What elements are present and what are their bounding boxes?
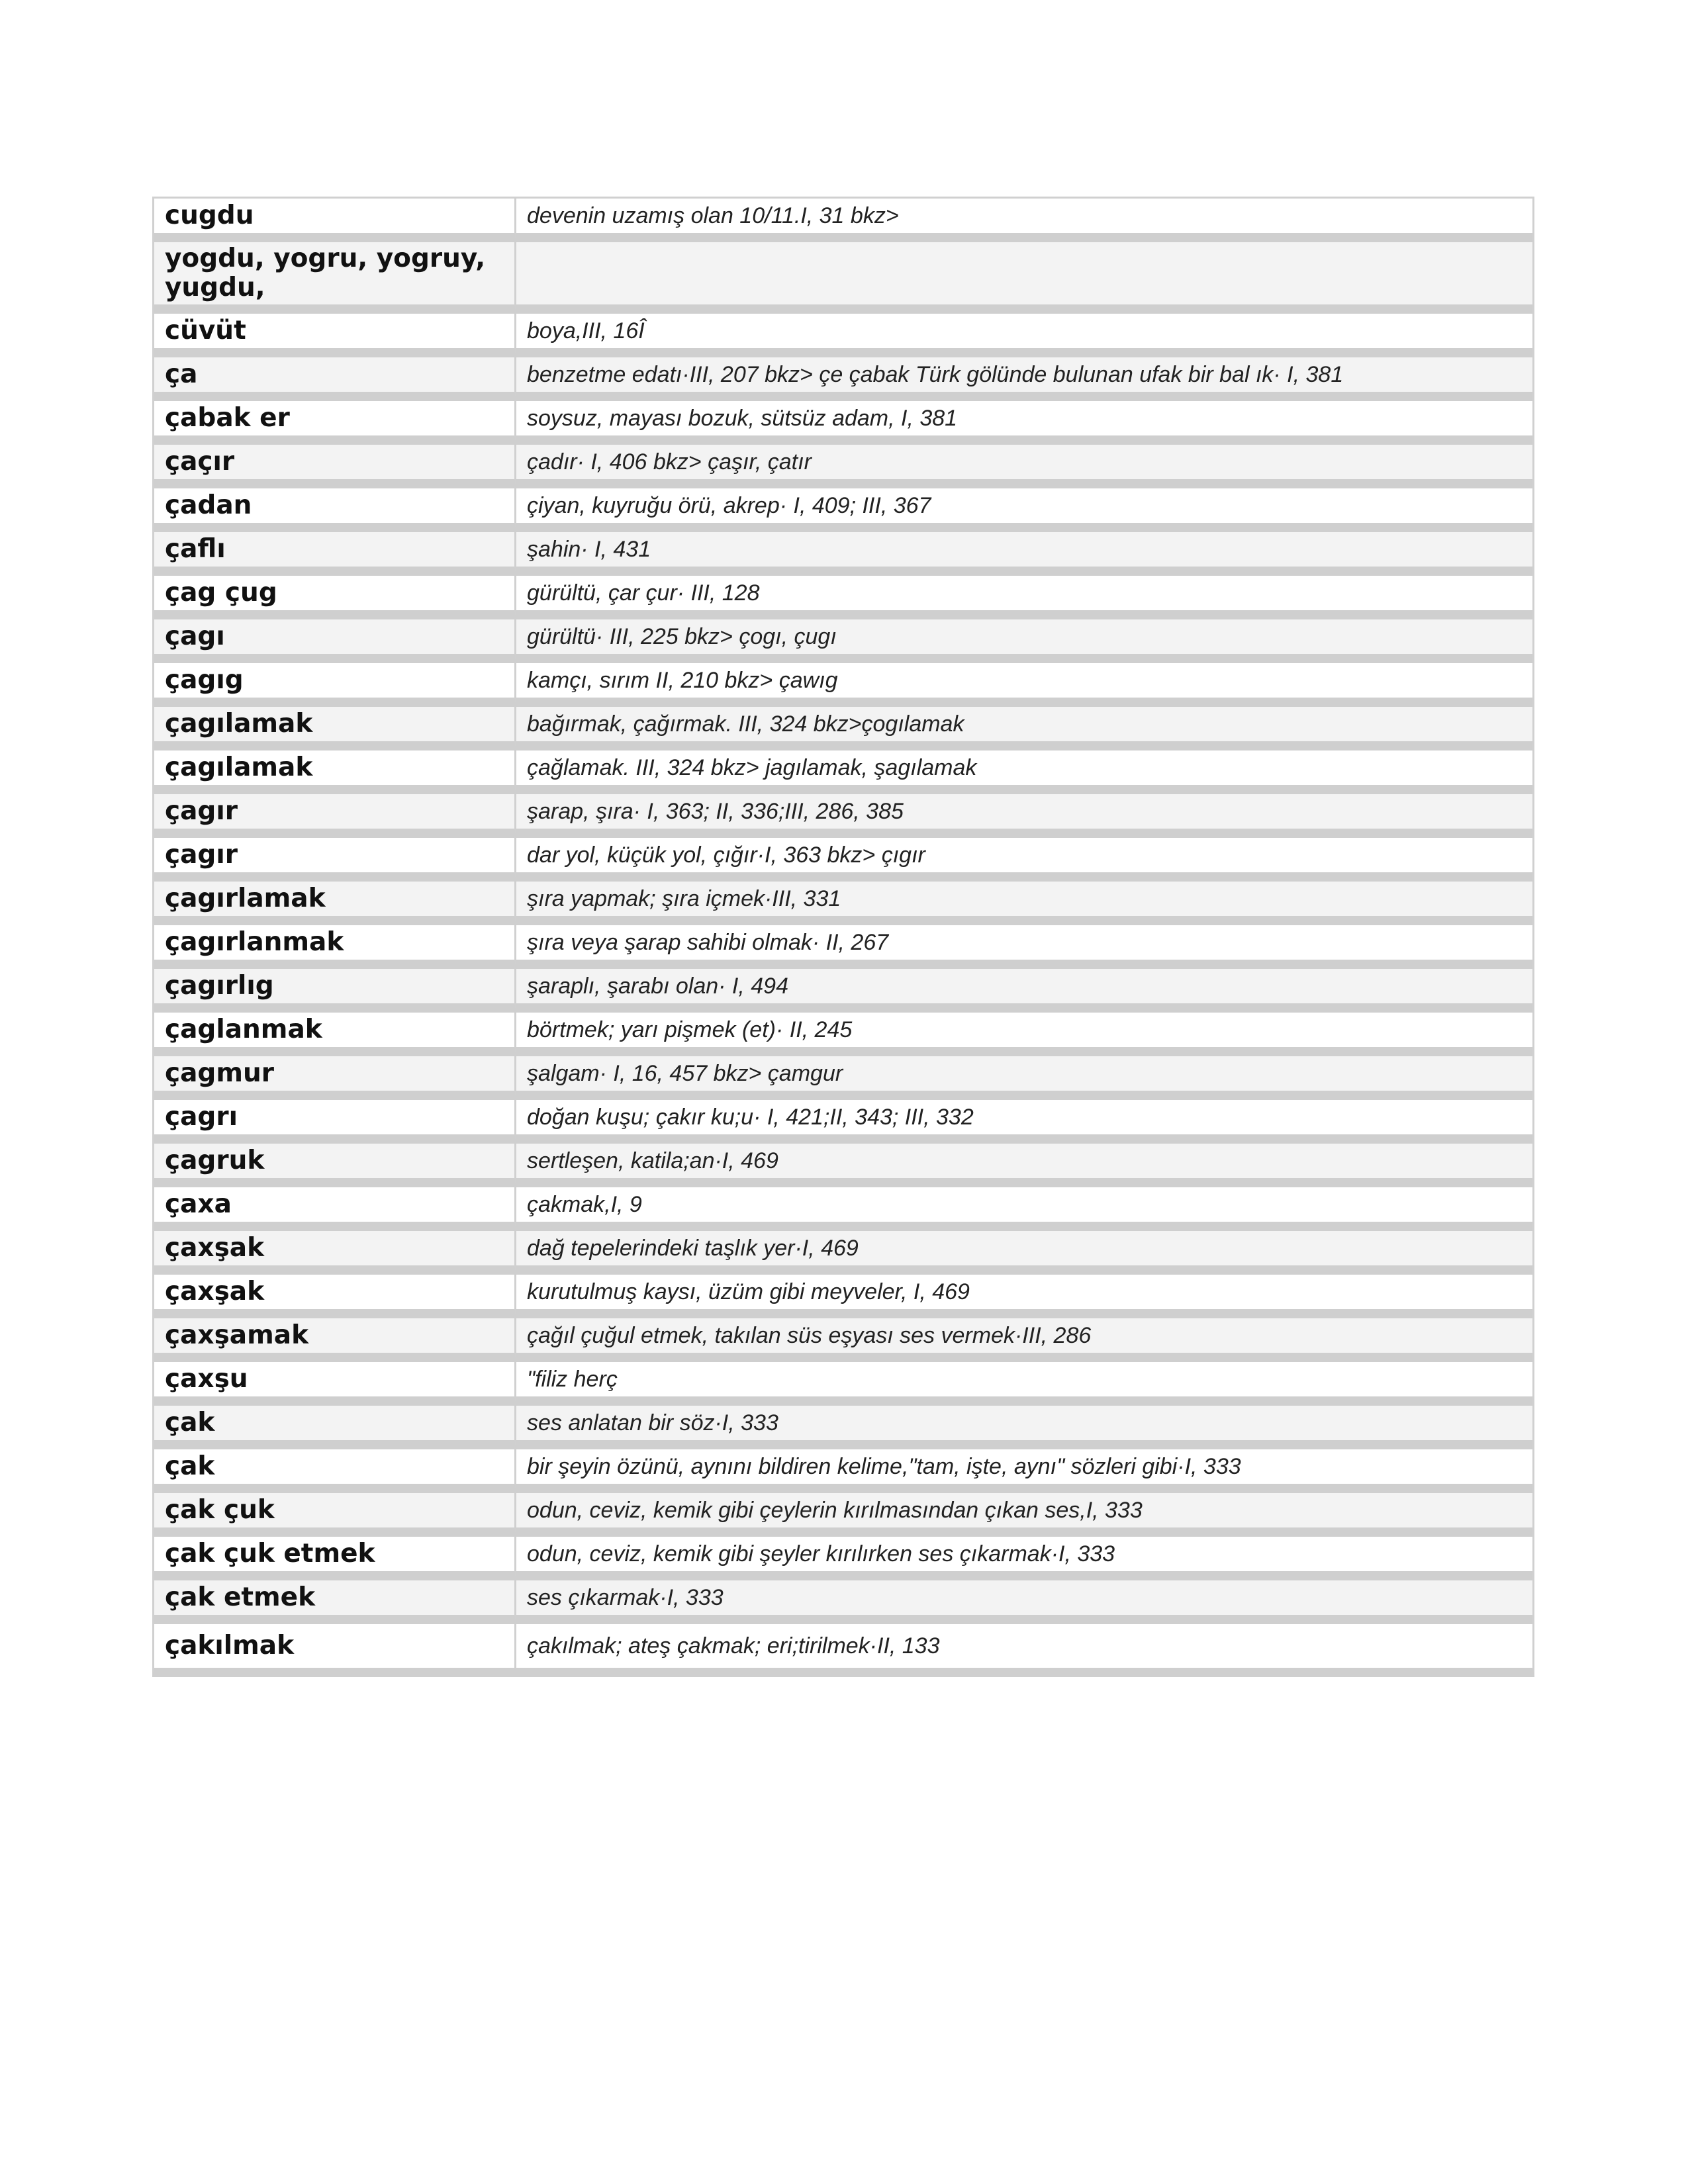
term-cell: çaxşamak xyxy=(154,1318,516,1362)
glossary-row xyxy=(154,199,1532,242)
definition-cell: devenin uzamış olan 10/11.I, 31 bkz> xyxy=(516,199,1532,242)
glossary-row xyxy=(154,1144,1532,1187)
term-cell: çagırlamak xyxy=(154,882,516,925)
definition-cell: sertleşen, katila;an·I, 469 xyxy=(516,1144,1532,1187)
term-cell: çaflı xyxy=(154,532,516,576)
definition-cell: şalgam· I, 16, 457 bkz> çamgur xyxy=(516,1056,1532,1100)
definition-cell: kamçı, sırım II, 210 bkz> çawıg xyxy=(516,663,1532,707)
definition-cell: çakmak,I, 9 xyxy=(516,1187,1532,1231)
term-cell: çagmur xyxy=(154,1056,516,1100)
definition-cell: ses anlatan bir söz·I, 333 xyxy=(516,1406,1532,1449)
glossary-row xyxy=(154,1056,1532,1100)
definition-cell: kurutulmuş kaysı, üzüm gibi meyveler, I, 469 xyxy=(516,1275,1532,1318)
glossary-row xyxy=(154,707,1532,751)
glossary-row xyxy=(154,1362,1532,1406)
glossary-row xyxy=(154,1493,1532,1537)
term-cell: çagruk xyxy=(154,1144,516,1187)
definition-cell: bir şeyin özünü, aynını bildiren kelime,"tam, işte, aynı" sözleri gibi·I, 333 xyxy=(516,1449,1532,1493)
definition-cell: şahin· I, 431 xyxy=(516,532,1532,576)
term-cell: cugdu xyxy=(154,199,516,242)
definition-cell: ses çıkarmak·I, 333 xyxy=(516,1580,1532,1624)
glossary-body xyxy=(154,199,1532,1668)
definition-cell: şarap, şıra· I, 363; II, 336;III, 286, 385 xyxy=(516,794,1532,838)
glossary-row xyxy=(154,401,1532,445)
glossary-row xyxy=(154,1537,1532,1580)
glossary-row xyxy=(154,751,1532,794)
glossary-row xyxy=(154,445,1532,488)
glossary-row xyxy=(154,1624,1532,1668)
term-cell: çaglanmak xyxy=(154,1013,516,1056)
definition-cell: çağıl çuğul etmek, takılan süs eşyası ses vermek·III, 286 xyxy=(516,1318,1532,1362)
glossary-row xyxy=(154,925,1532,969)
definition-cell: çakılmak; ateş çakmak; eri;tirilmek·II, 133 xyxy=(516,1624,1532,1668)
glossary-table xyxy=(152,197,1534,1677)
term-cell: çagır xyxy=(154,838,516,882)
definition-cell: odun, ceviz, kemik gibi çeylerin kırılmasından çıkan ses,I, 333 xyxy=(516,1493,1532,1537)
glossary-row xyxy=(154,619,1532,663)
definition-cell: dar yol, küçük yol, çığır·I, 363 bkz> çıgır xyxy=(516,838,1532,882)
term-cell: çak xyxy=(154,1406,516,1449)
term-cell: çadan xyxy=(154,488,516,532)
definition-cell: odun, ceviz, kemik gibi şeyler kırılırken ses çıkarmak·I, 333 xyxy=(516,1537,1532,1580)
definition-cell: bağırmak, çağırmak. III, 324 bkz>çogılamak xyxy=(516,707,1532,751)
definition-cell: doğan kuşu; çakır ku;u· I, 421;II, 343; III, 332 xyxy=(516,1100,1532,1144)
term-cell: çagılamak xyxy=(154,707,516,751)
term-cell: çaxa xyxy=(154,1187,516,1231)
glossary-row xyxy=(154,882,1532,925)
glossary-row xyxy=(154,242,1532,314)
definition-cell: şıra yapmak; şıra içmek·III, 331 xyxy=(516,882,1532,925)
glossary-row xyxy=(154,794,1532,838)
definition-cell: çiyan, kuyruğu örü, akrep· I, 409; III, 367 xyxy=(516,488,1532,532)
glossary-row xyxy=(154,532,1532,576)
term-cell: çaxşak xyxy=(154,1275,516,1318)
term-cell: çaxşu xyxy=(154,1362,516,1406)
definition-cell: benzetme edatı·III, 207 bkz> çe çabak Türk gölünde bulunan ufak bir bal ık· I, 381 xyxy=(516,357,1532,401)
definition-cell: "filiz herç xyxy=(516,1362,1532,1406)
term-cell: çak etmek xyxy=(154,1580,516,1624)
term-cell: çakılmak xyxy=(154,1624,516,1668)
term-cell: çak xyxy=(154,1449,516,1493)
term-cell: çagırlanmak xyxy=(154,925,516,969)
glossary-row xyxy=(154,1449,1532,1493)
glossary-row xyxy=(154,1100,1532,1144)
term-cell: çagrı xyxy=(154,1100,516,1144)
glossary-row xyxy=(154,1580,1532,1624)
term-cell: çag çug xyxy=(154,576,516,619)
glossary-row xyxy=(154,357,1532,401)
term-cell: çak çuk etmek xyxy=(154,1537,516,1580)
term-cell: çak çuk xyxy=(154,1493,516,1537)
glossary-row xyxy=(154,314,1532,357)
definition-cell: çağlamak. III, 324 bkz> jagılamak, şagılamak xyxy=(516,751,1532,794)
glossary-row xyxy=(154,663,1532,707)
definition-cell: gürültü· III, 225 bkz> çogı, çugı xyxy=(516,619,1532,663)
glossary-row xyxy=(154,1318,1532,1362)
glossary-row xyxy=(154,576,1532,619)
glossary-row xyxy=(154,1013,1532,1056)
glossary-row xyxy=(154,1275,1532,1318)
term-cell: çabak er xyxy=(154,401,516,445)
definition-cell: gürültü, çar çur· III, 128 xyxy=(516,576,1532,619)
term-cell: cüvüt xyxy=(154,314,516,357)
glossary-row xyxy=(154,969,1532,1013)
term-cell: çaxşak xyxy=(154,1231,516,1275)
definition-cell: soysuz, mayası bozuk, sütsüz adam, I, 381 xyxy=(516,401,1532,445)
glossary-row xyxy=(154,1406,1532,1449)
term-cell: çagıg xyxy=(154,663,516,707)
term-cell: çagır xyxy=(154,794,516,838)
definition-cell: börtmek; yarı pişmek (et)· II, 245 xyxy=(516,1013,1532,1056)
definition-cell: dağ tepelerindeki taşlık yer·I, 469 xyxy=(516,1231,1532,1275)
definition-cell: çadır· I, 406 bkz> çaşır, çatır xyxy=(516,445,1532,488)
glossary-row xyxy=(154,1231,1532,1275)
glossary-row xyxy=(154,488,1532,532)
term-cell: ça xyxy=(154,357,516,401)
term-cell: çagırlıg xyxy=(154,969,516,1013)
glossary-row xyxy=(154,1187,1532,1231)
definition-cell xyxy=(516,242,1532,314)
term-cell: yogdu, yogru, yogruy, yugdu, xyxy=(154,242,516,314)
definition-cell: şaraplı, şarabı olan· I, 494 xyxy=(516,969,1532,1013)
term-cell: çaçır xyxy=(154,445,516,488)
glossary-row xyxy=(154,838,1532,882)
definition-cell: şıra veya şarap sahibi olmak· II, 267 xyxy=(516,925,1532,969)
term-cell: çagı xyxy=(154,619,516,663)
term-cell: çagılamak xyxy=(154,751,516,794)
definition-cell: boya,III, 16Î xyxy=(516,314,1532,357)
